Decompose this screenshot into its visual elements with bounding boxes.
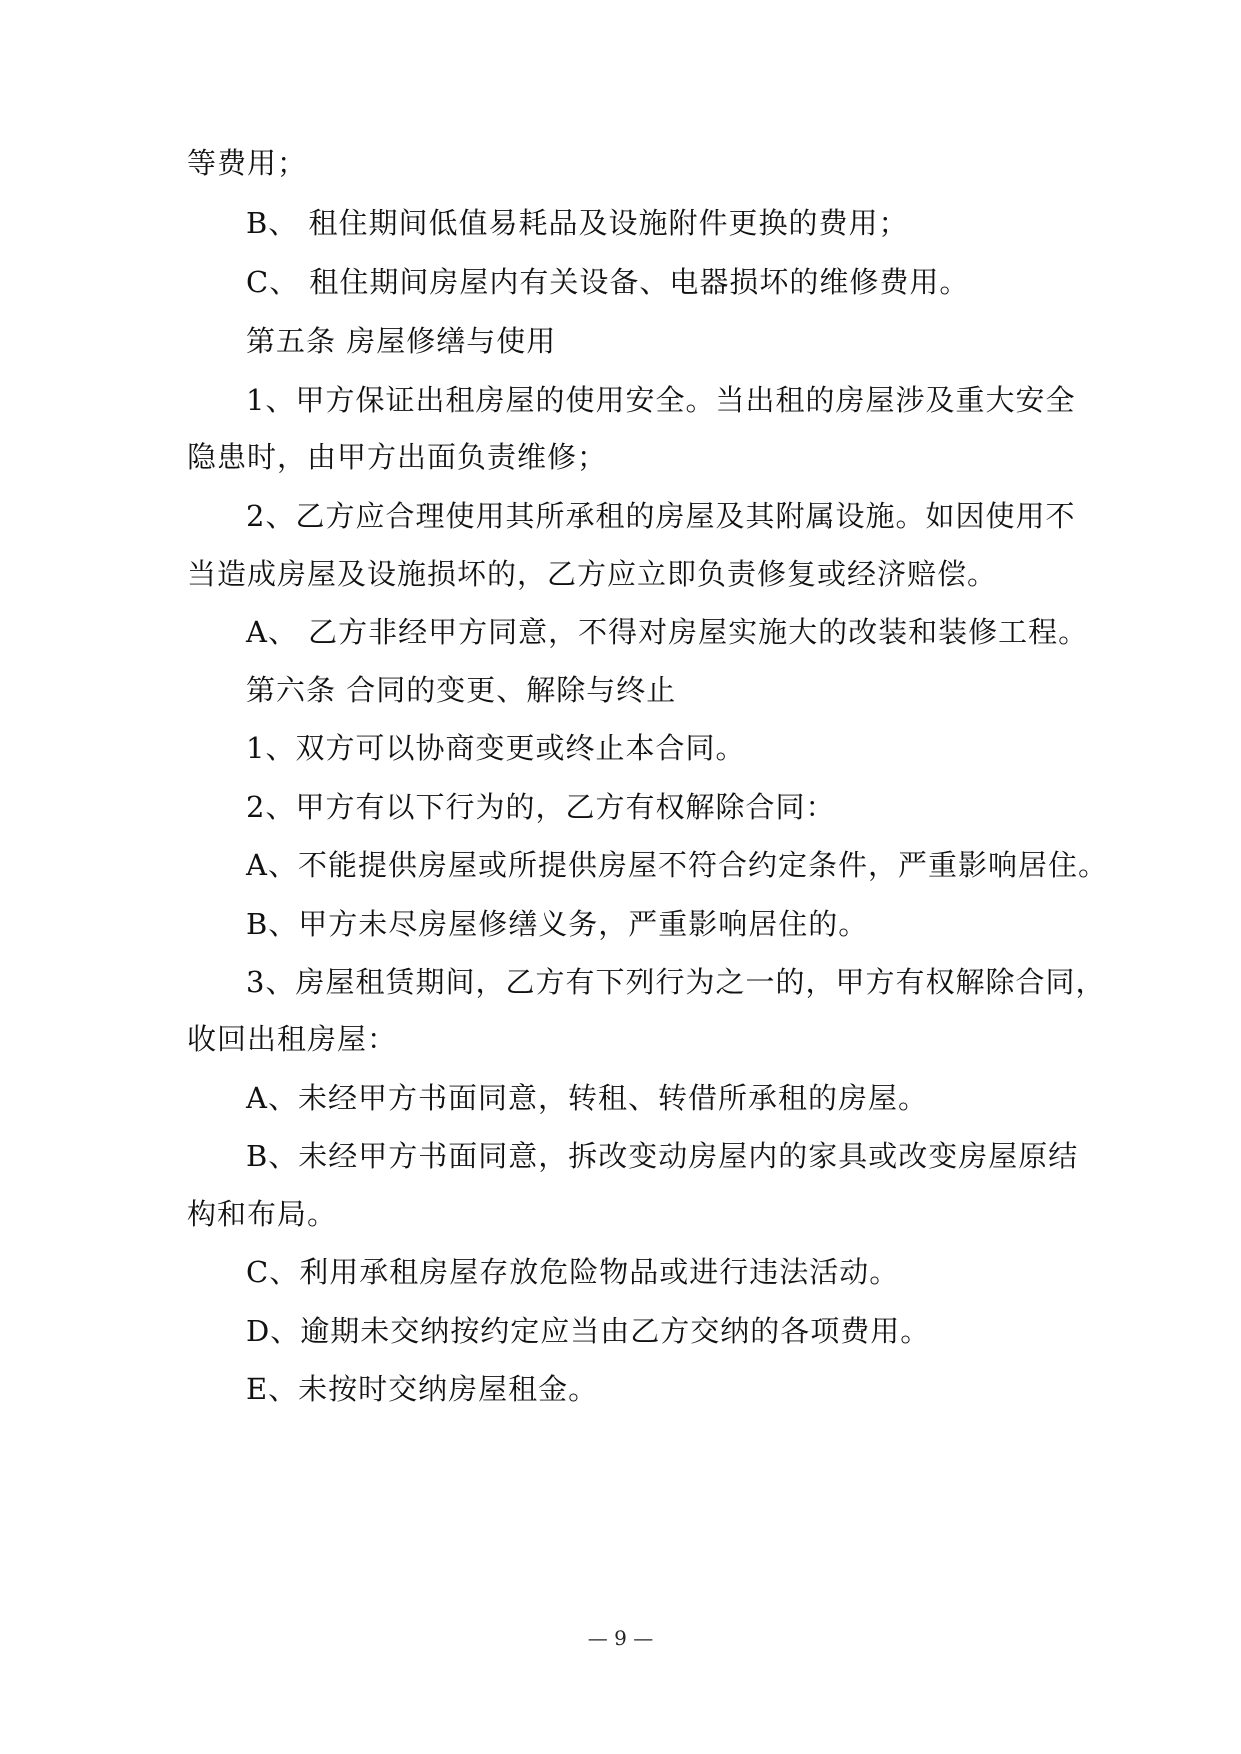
text-line: 收回出租房屋：	[187, 1022, 398, 1056]
text-line: E、未按时交纳房屋租金。	[246, 1372, 599, 1406]
text-line: 1、双方可以协商变更或终止本合同。	[246, 731, 746, 765]
text-line: D、逾期未交纳按约定应当由乙方交纳的各项费用。	[246, 1314, 931, 1348]
text-line: A、未经甲方书面同意，转租、转借所承租的房屋。	[246, 1081, 928, 1115]
section-heading: 第六条 合同的变更、解除与终止	[246, 673, 677, 707]
text-line: B、甲方未尽房屋修缮义务，严重影响居住的。	[246, 907, 869, 941]
text-line: C、 租住期间房屋内有关设备、电器损坏的维修费用。	[246, 265, 970, 299]
text-line: 隐患时，由甲方出面负责维修；	[187, 440, 608, 474]
text-line: 2、乙方应合理使用其所承租的房屋及其附属设施。如因使用不	[246, 499, 1076, 533]
text-line: 构和布局。	[187, 1197, 338, 1231]
text-line: 等费用；	[187, 146, 308, 180]
text-line: B、未经甲方书面同意，拆改变动房屋内的家具或改变房屋原结	[246, 1139, 1079, 1173]
text-line: 当造成房屋及设施损坏的，乙方应立即负责修复或经济赔偿。	[187, 557, 998, 591]
text-line: C、利用承租房屋存放危险物品或进行违法活动。	[246, 1255, 900, 1289]
text-line: 3、房屋租赁期间，乙方有下列行为之一的，甲方有权解除合同，	[246, 965, 1106, 999]
text-line: 1、甲方保证出租房屋的使用安全。当出租的房屋涉及重大安全	[246, 383, 1076, 417]
text-line: A、不能提供房屋或所提供房屋不符合约定条件，严重影响居住。	[246, 848, 1108, 882]
text-line: B、 租住期间低值易耗品及设施附件更换的费用；	[246, 206, 909, 240]
text-line: 2、甲方有以下行为的，乙方有权解除合同：	[246, 790, 836, 824]
section-heading: 第五条 房屋修缮与使用	[246, 324, 557, 358]
text-line: A、 乙方非经甲方同意，不得对房屋实施大的改装和装修工程。	[246, 615, 1089, 649]
page-number: — 9 —	[587, 1626, 654, 1650]
